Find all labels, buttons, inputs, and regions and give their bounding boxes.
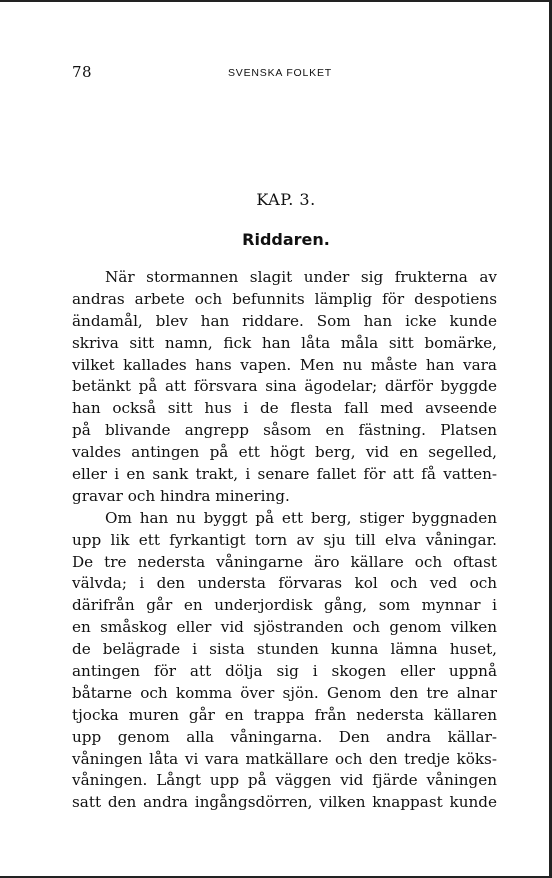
- text-line: en småskog eller vid sjöstranden och genom vilken: [72, 618, 497, 637]
- text-line: andras arbete och befunnits lämplig för despotiens: [72, 289, 497, 308]
- text-line: på blivande angrepp såsom en fästning. Platsen: [72, 421, 497, 440]
- text-line: gravar och hindra minering.: [72, 486, 290, 505]
- text-line: Om han nu byggt på ett berg, stiger byggnaden: [105, 508, 497, 527]
- text-line: När stormannen slagit under sig frukterna av: [105, 268, 497, 286]
- text-line: tjocka muren går en trappa från nedersta källaren: [72, 705, 497, 724]
- text-line: ändamål, blev han riddare. Som han icke kunde: [72, 311, 497, 330]
- text-line: satt den andra ingångsdörren, vilken knappast kunde: [72, 793, 497, 812]
- page-edge-top: [0, 0, 552, 2]
- text-line: upp genom alla våningarna. Den andra källar-: [72, 727, 497, 746]
- paragraph-2: [72, 508, 497, 814]
- chapter-label: KAP. 3.: [256, 190, 316, 209]
- text-line: skriva sitt namn, fick han låta måla sitt bomärke,: [72, 333, 497, 352]
- body-text: [72, 267, 497, 814]
- text-line: våningen låta vi vara matkällare och den tredje köks-: [72, 749, 497, 768]
- text-line: därifrån går en underjordisk gång, som mynnar i: [72, 596, 497, 615]
- text-line: betänkt på att försvara sina ägodelar; därför byggde: [72, 377, 497, 396]
- page-number: 78: [72, 63, 93, 81]
- text-line: valdes antingen på ett högt berg, vid en segelled,: [72, 443, 497, 462]
- text-line: eller i en sank trakt, i senare fallet för att få vatten-: [72, 465, 497, 484]
- text-line: de belägrade i sista stunden kunna lämna huset,: [72, 640, 497, 659]
- text-line: välvda; i den understa förvaras kol och ved och: [72, 574, 497, 593]
- running-head: SVENSKA FOLKET: [228, 67, 332, 79]
- paragraph-1: [72, 267, 497, 508]
- text-line: upp lik ett fyrkantigt torn av sju till elva våningar.: [72, 530, 497, 549]
- text-line: antingen för att dölja sig i skogen eller uppnå: [72, 662, 497, 681]
- text-line: han också sitt hus i de flesta fall med avseende: [72, 399, 497, 418]
- text-line: våningen. Långt upp på väggen vid fjärde våningen: [72, 771, 497, 790]
- chapter-title: Riddaren.: [242, 230, 330, 249]
- text-line: vilket kallades hans vapen. Men nu måste han vara: [72, 355, 497, 374]
- text-line: båtarne och komma över sjön. Genom den tre alnar: [72, 683, 497, 702]
- text-line: De tre nedersta våningarne äro källare och oftast: [72, 552, 497, 571]
